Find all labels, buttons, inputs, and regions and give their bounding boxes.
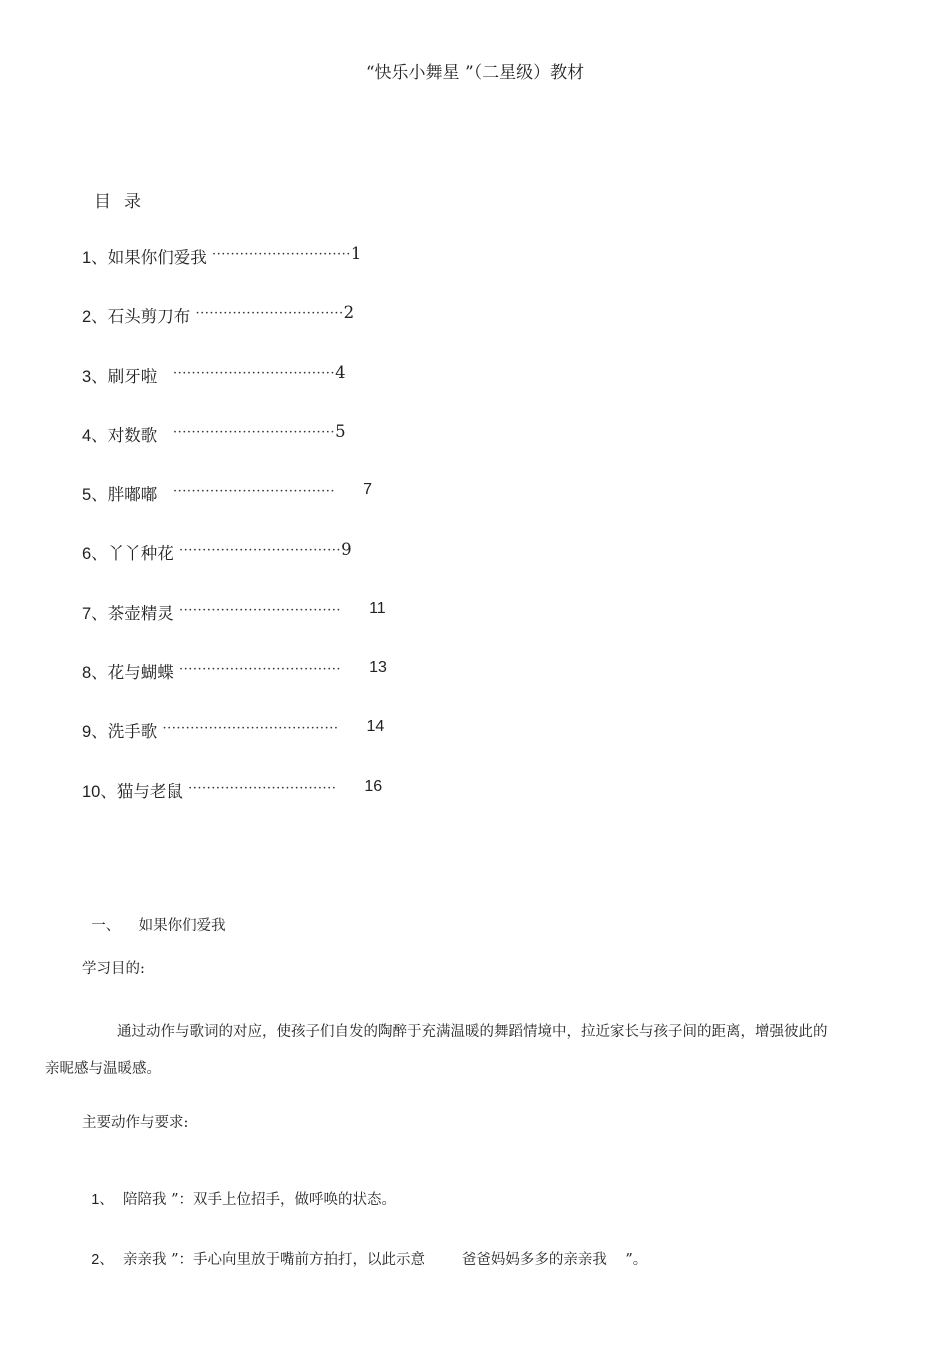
action-item-1 <box>82 1172 396 1209</box>
toc-item-leader: ································ <box>195 306 344 322</box>
toc-item-leader: ··································· <box>178 543 342 559</box>
toc-item <box>82 778 387 837</box>
table-of-contents <box>82 244 387 837</box>
toc-item-title: 胖嘟嘟 <box>107 485 173 505</box>
action-item-text: 陪陪我 ”：双手上位招手，做呼唤的状态。 <box>113 1192 397 1208</box>
toc-item-page: 9 <box>341 540 352 560</box>
toc-item-number: 3、 <box>82 367 108 386</box>
toc-item-number: 10、 <box>82 782 117 801</box>
toc-item-number: 1、 <box>82 249 108 267</box>
toc-item-number: 5、 <box>82 486 108 505</box>
toc-item-page: 5 <box>335 421 346 441</box>
toc-item-leader: ··································· <box>178 602 342 618</box>
toc-item-page: 16 <box>364 777 383 795</box>
action-item-text: 亲亲我 ”：手心向里放于嘴前方拍打，以此示意 爸爸妈妈多多的亲亲我 ”。 <box>113 1252 648 1268</box>
toc-heading: 目录 <box>94 192 154 212</box>
toc-item-title: 丫丫种花 <box>107 544 179 564</box>
toc-item-page: 11 <box>369 599 386 617</box>
toc-item-number: 6、 <box>82 545 108 564</box>
toc-item-page: 7 <box>363 481 372 499</box>
toc-item <box>82 718 387 777</box>
toc-item-number: 2、 <box>82 308 108 327</box>
toc-item <box>82 303 387 362</box>
toc-item-page: 14 <box>366 718 385 736</box>
toc-item-number: 7、 <box>82 604 108 623</box>
toc-item-number: 9、 <box>82 723 108 742</box>
actions-label: 主要动作与要求: <box>82 1115 189 1131</box>
toc-item-page: 4 <box>335 362 346 382</box>
toc-item-leader: ······································ <box>162 721 339 737</box>
toc-item-leader: ································ <box>188 780 337 796</box>
action-item-number: 1、 <box>91 1192 114 1208</box>
toc-item <box>82 659 387 718</box>
document-title: “快乐小舞星 ”（二星级）教材 <box>365 63 585 83</box>
action-item-number: 2、 <box>91 1252 114 1268</box>
toc-item-title: 石头剪刀布 <box>107 307 196 327</box>
section-heading <box>82 898 226 935</box>
action-item-2 <box>82 1232 647 1269</box>
toc-item-title: 如果你们爱我 <box>107 248 212 267</box>
toc-item <box>82 540 387 599</box>
toc-item <box>82 600 387 659</box>
toc-item-title: 对数歌 <box>107 425 173 445</box>
toc-item-number: 4、 <box>82 426 108 445</box>
toc-item-leader: ······························ <box>211 247 351 262</box>
toc-item-page: 1 <box>350 244 362 263</box>
toc-item-leader: ··································· <box>172 365 336 381</box>
toc-item <box>82 481 387 540</box>
section-heading-number: 一、 <box>91 918 121 934</box>
toc-item-title: 猫与老鼠 <box>116 781 189 801</box>
toc-item-title: 刷牙啦 <box>107 366 173 386</box>
section-heading-title: 如果你们爱我 <box>138 918 226 934</box>
toc-item-leader: ··································· <box>172 424 336 440</box>
toc-item-title: 洗手歌 <box>107 722 163 742</box>
toc-item-title: 花与蝴蝶 <box>107 663 179 683</box>
purpose-label: 学习目的: <box>82 961 145 977</box>
toc-item-leader: ··································· <box>178 662 342 678</box>
toc-item-leader: ··································· <box>172 484 336 500</box>
toc-item-number: 8、 <box>82 664 108 683</box>
toc-item-page: 13 <box>369 659 387 677</box>
toc-item <box>82 363 387 422</box>
toc-item-title: 茶壶精灵 <box>107 603 179 623</box>
toc-item-page: 2 <box>343 303 355 323</box>
purpose-paragraph: 通过动作与歌词的对应，使孩子们自发的陶醉于充满温暖的舞蹈情境中，拉近家长与孩子间的距离，增强彼此的亲昵感与温暖感。 <box>45 1024 828 1077</box>
toc-item <box>82 422 387 481</box>
toc-item <box>82 244 387 303</box>
